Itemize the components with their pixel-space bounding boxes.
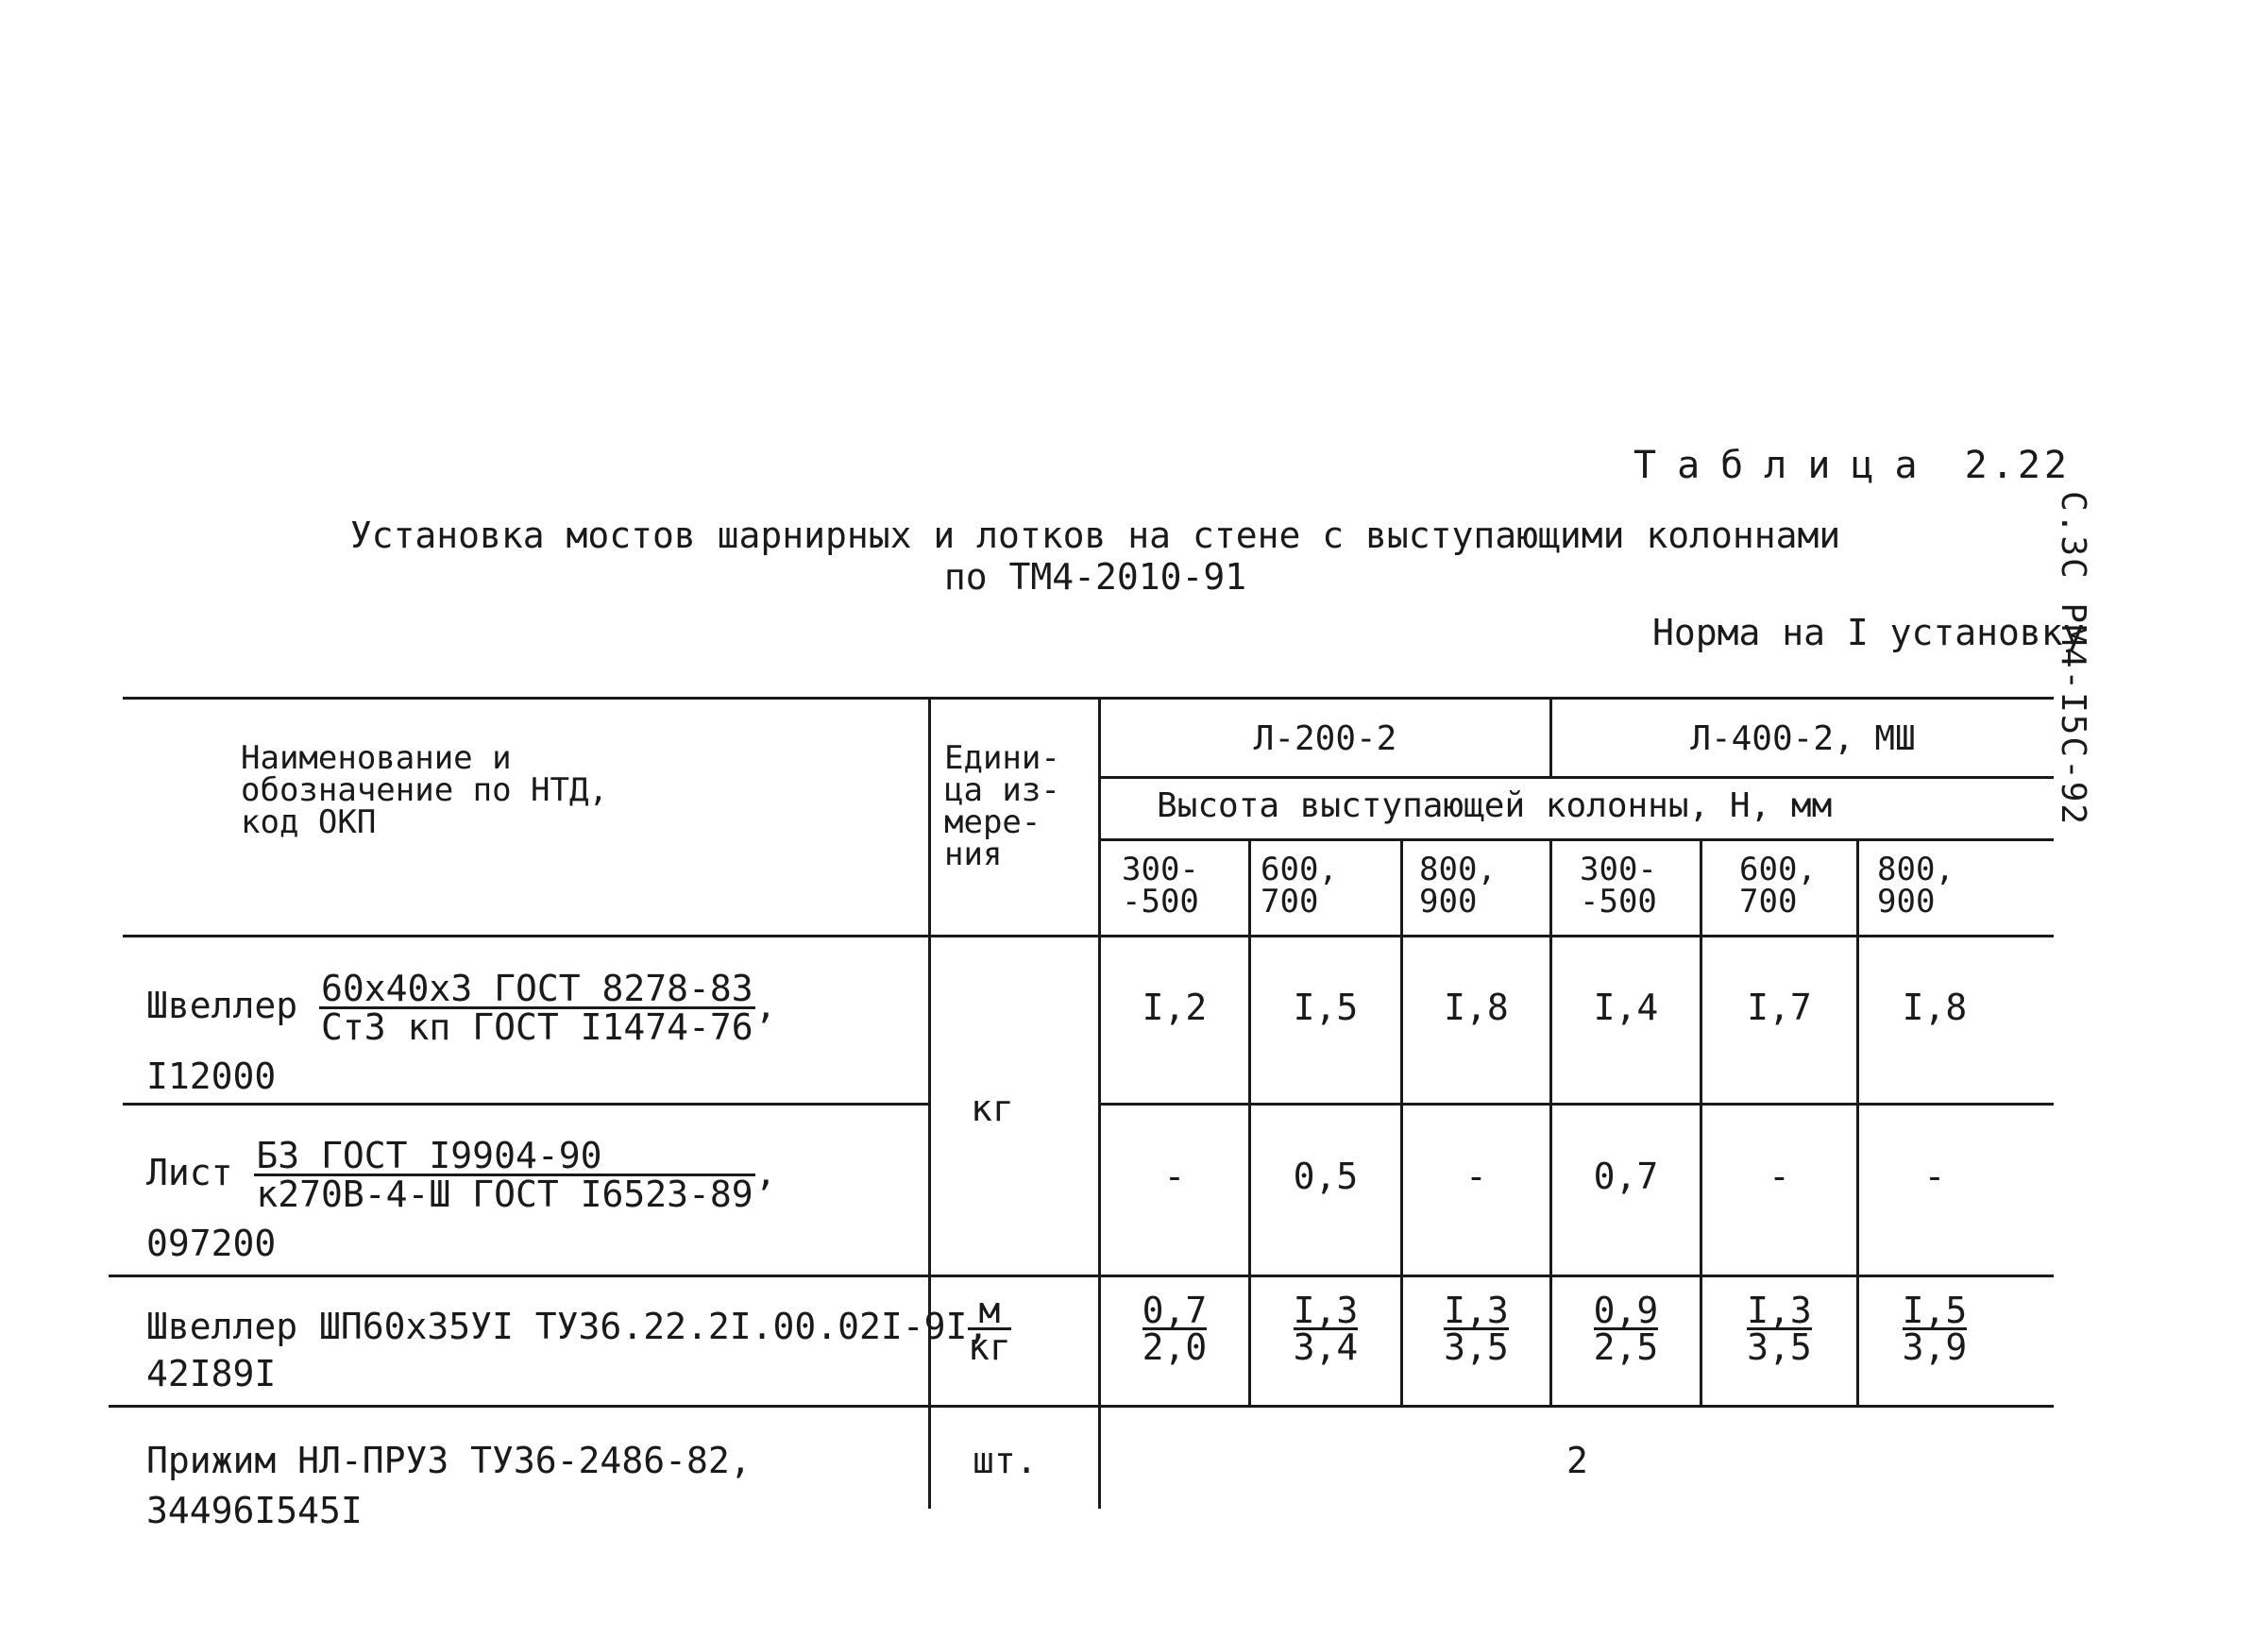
table-word: Таблица bbox=[1633, 444, 1938, 487]
row1-comma: , bbox=[754, 985, 777, 1026]
table-number-label bbox=[1633, 444, 2071, 487]
subcol-header-line: 700 bbox=[1261, 883, 1319, 920]
row1-value-2: I,5 bbox=[1293, 987, 1359, 1028]
name-header-line: код ОКП bbox=[241, 803, 377, 841]
row3-name: Швеллер ШП60х35УI ТУ36.22.2I.00.02I-9I, bbox=[146, 1306, 990, 1347]
row1-value-4: I,4 bbox=[1593, 987, 1659, 1028]
header-bottom-rule bbox=[123, 935, 2054, 937]
row3-bottom-rule bbox=[109, 1405, 2054, 1408]
row3-value-bottom: 3,9 bbox=[1902, 1326, 1968, 1368]
table-top-rule bbox=[123, 697, 2054, 700]
row4-name: Прижим НЛ-ПРУЗ ТУ36-2486-82, bbox=[146, 1440, 752, 1481]
subcol-header-line: 600, bbox=[1739, 851, 1817, 888]
subcol-header-line: 300- bbox=[1580, 851, 1657, 888]
group-header-rule bbox=[1098, 776, 2054, 779]
row2-fraction-bottom: к270В-4-Ш ГОСТ I6523-89 bbox=[256, 1174, 753, 1215]
row2-bottom-rule bbox=[109, 1275, 2054, 1277]
table-title-reference: по ТМ4-2010-91 bbox=[943, 556, 1247, 598]
row3-value-bottom: 3,5 bbox=[1444, 1326, 1509, 1368]
norm-note: Норма на I установку bbox=[1652, 612, 2085, 653]
row2-name-prefix: Лист bbox=[146, 1152, 233, 1193]
subcol-header-line: -500 bbox=[1122, 883, 1199, 920]
name-header-line: обозначение по НТД, bbox=[241, 771, 608, 809]
row3-value-1 bbox=[1101, 1290, 1248, 1368]
name-unit-divider bbox=[928, 697, 931, 1509]
row1-fraction-bottom: Ст3 кп ГОСТ I1474-76 bbox=[321, 1006, 753, 1048]
subcol-header-line: 300- bbox=[1122, 851, 1199, 888]
row3-value-bottom: 3,4 bbox=[1293, 1326, 1359, 1368]
row2-value-3: - bbox=[1465, 1156, 1487, 1197]
name-column-header bbox=[241, 739, 608, 841]
row3-value-bottom: 2,0 bbox=[1142, 1326, 1208, 1368]
height-header: Высота выступающей колонны, Н, мм bbox=[1157, 786, 1833, 825]
subcol-header-line: 700 bbox=[1739, 883, 1798, 920]
row2-value-4: 0,7 bbox=[1593, 1156, 1659, 1197]
row3-unit-top: м bbox=[968, 1293, 1011, 1330]
row2-fraction-top: Б3 ГОСТ I9904-90 bbox=[254, 1138, 754, 1176]
row3-value-top: I,3 bbox=[1747, 1290, 1812, 1331]
subcol-header-1 bbox=[1122, 853, 1199, 918]
row2-value-5: - bbox=[1769, 1156, 1790, 1197]
row2-name bbox=[146, 1135, 777, 1215]
group-header-l200: Л-200-2 bbox=[1253, 719, 1397, 758]
subcol-header-line: 900 bbox=[1877, 883, 1936, 920]
subcol-header-line: -500 bbox=[1580, 883, 1657, 920]
group-header-l400: Л-400-2, МШ bbox=[1690, 719, 1916, 758]
row1-name bbox=[146, 968, 777, 1048]
unit-header-line: ния bbox=[944, 836, 1003, 873]
row1-value-3: I,8 bbox=[1444, 987, 1509, 1028]
unit-header-line: ца из- bbox=[944, 771, 1060, 809]
row3-unit bbox=[968, 1290, 1011, 1368]
row3-value-top: 0,9 bbox=[1593, 1290, 1659, 1331]
subcol-header-line: 800, bbox=[1419, 851, 1497, 888]
subcol-header-3 bbox=[1419, 853, 1497, 918]
row2-value-6: - bbox=[1923, 1156, 1946, 1197]
subcol-header-line: 600, bbox=[1261, 851, 1338, 888]
row1-fraction-top: 60х40х3 ГОСТ 8278-83 bbox=[321, 968, 753, 1009]
row2-value-1: - bbox=[1163, 1156, 1186, 1197]
subcol-header-line: 900 bbox=[1419, 883, 1478, 920]
unit-column-header bbox=[944, 739, 1060, 873]
table-number: 2.22 bbox=[1964, 444, 2071, 487]
name-header-line: Наименование и bbox=[241, 739, 512, 777]
row3-value-bottom: 3,5 bbox=[1747, 1326, 1812, 1368]
unit-values-divider bbox=[1098, 697, 1101, 1509]
row3-value-3 bbox=[1403, 1290, 1549, 1368]
row3-value-top: 0,7 bbox=[1142, 1290, 1208, 1331]
row3-unit-bottom: кг bbox=[968, 1326, 1011, 1368]
row2-code: 097200 bbox=[146, 1223, 277, 1264]
side-page-code: С.3С РМ4-I5С-92 bbox=[2054, 491, 2092, 827]
row3-value-top: I,5 bbox=[1902, 1290, 1968, 1331]
row1-name-prefix: Швеллер bbox=[146, 985, 298, 1026]
row1-code: I12000 bbox=[146, 1055, 277, 1097]
row1-name-rule bbox=[123, 1103, 928, 1106]
unit-header-line: Едини- bbox=[944, 739, 1060, 777]
row3-value-5 bbox=[1702, 1290, 1856, 1368]
row1-values-rule bbox=[1098, 1103, 2054, 1106]
row4-unit: шт. bbox=[973, 1440, 1038, 1481]
row4-code: 34496I545I bbox=[146, 1490, 363, 1531]
subcol-header-4 bbox=[1580, 853, 1657, 918]
row3-code: 42I89I bbox=[146, 1353, 277, 1394]
height-header-rule bbox=[1098, 838, 2054, 841]
table-title: Установка мостов шарнирных и лотков на стене с выступающими колоннами bbox=[349, 515, 1841, 556]
rows-1-2-unit: кг bbox=[971, 1088, 1014, 1129]
subcol-header-2 bbox=[1261, 853, 1338, 918]
row2-value-2: 0,5 bbox=[1293, 1156, 1359, 1197]
row3-value-top: I,3 bbox=[1444, 1290, 1509, 1331]
row1-fraction bbox=[319, 968, 755, 1048]
row2-fraction bbox=[254, 1135, 754, 1215]
subcol-header-6 bbox=[1877, 853, 1955, 918]
row1-value-1: I,2 bbox=[1142, 987, 1208, 1028]
row1-value-5: I,7 bbox=[1747, 987, 1812, 1028]
row3-value-2 bbox=[1251, 1290, 1400, 1368]
subcol-header-5 bbox=[1739, 853, 1817, 918]
row3-value-top: I,3 bbox=[1293, 1290, 1359, 1331]
row3-value-bottom: 2,5 bbox=[1593, 1326, 1659, 1368]
subcol-header-line: 800, bbox=[1877, 851, 1955, 888]
row3-value-4 bbox=[1552, 1290, 1700, 1368]
row4-value: 2 bbox=[1566, 1440, 1588, 1481]
unit-header-line: мере- bbox=[944, 803, 1041, 841]
row2-comma: , bbox=[754, 1152, 777, 1193]
row1-value-6: I,8 bbox=[1902, 987, 1968, 1028]
row3-value-6 bbox=[1859, 1290, 2010, 1368]
